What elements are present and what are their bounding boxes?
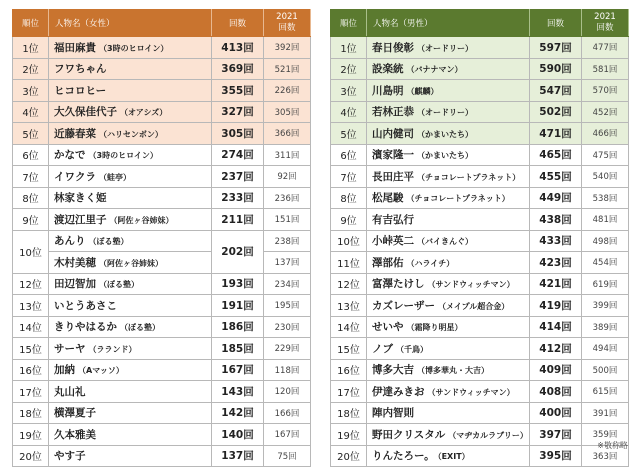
group-note: （ハリセンボン） <box>99 129 163 139</box>
table-row <box>13 144 311 166</box>
rank-cell: 19位 <box>13 424 49 446</box>
count-cell: 355回 <box>212 80 264 102</box>
group-note: （オアシズ） <box>120 108 168 118</box>
group-note: （かまいたち） <box>417 151 473 161</box>
prev-count-cell: 615回 <box>582 381 629 403</box>
name-cell <box>367 144 530 166</box>
header-2021: 2021 回数 <box>582 10 629 37</box>
count-cell: 423回 <box>530 252 582 274</box>
group-note: （EXIT） <box>437 452 470 462</box>
table-row <box>331 424 629 446</box>
name-cell <box>367 295 530 317</box>
group-note: （博多華丸・大吉） <box>417 366 489 376</box>
table-row <box>13 445 311 467</box>
prev-count-cell: 498回 <box>582 230 629 252</box>
person-name: 林家きく姫 <box>54 192 107 205</box>
name-cell <box>49 338 212 360</box>
person-name: ノブ <box>372 342 393 355</box>
person-name: 田辺智加 <box>54 278 96 291</box>
group-note: （メイプル超合金） <box>438 301 510 311</box>
prev-count-cell: 238回 <box>264 230 311 252</box>
header-name: 人物名（女性） <box>49 10 212 37</box>
prev-count-cell: 391回 <box>582 402 629 424</box>
rank-cell: 10位 <box>331 230 367 252</box>
table-row <box>331 273 629 295</box>
person-name: りんたろー。 <box>372 450 435 463</box>
prev-count-cell: 392回 <box>264 37 311 59</box>
name-cell <box>367 166 530 188</box>
rank-cell: 10位 <box>13 230 49 273</box>
prev-count-cell: 389回 <box>582 316 629 338</box>
prev-count-cell: 226回 <box>264 80 311 102</box>
group-note: （ラランド） <box>88 344 137 354</box>
count-cell: 502回 <box>530 101 582 123</box>
table-row <box>13 58 311 80</box>
rank-cell: 2位 <box>331 58 367 80</box>
rank-cell: 12位 <box>13 273 49 295</box>
count-cell: 455回 <box>530 166 582 188</box>
prev-count-cell: 195回 <box>264 295 311 317</box>
count-cell: 433回 <box>530 230 582 252</box>
name-cell <box>49 381 212 403</box>
header-name: 人物名（男性） <box>367 10 530 37</box>
person-name: 野田クリスタル <box>372 428 446 441</box>
table-row <box>331 252 629 274</box>
count-cell: 233回 <box>212 187 264 209</box>
group-note: （チョコレートプラネット） <box>417 172 521 182</box>
person-name: 春日俊彰 <box>372 41 414 54</box>
count-cell: 305回 <box>212 123 264 145</box>
person-name: イワクラ <box>54 170 96 183</box>
rank-cell: 17位 <box>13 381 49 403</box>
table-row <box>13 101 311 123</box>
rank-cell: 20位 <box>331 445 367 467</box>
count-cell: 438回 <box>530 209 582 231</box>
rank-cell: 16位 <box>331 359 367 381</box>
group-note: （バナナマン） <box>406 65 463 75</box>
group-note: （麒麟） <box>406 86 439 96</box>
prev-count-cell: 454回 <box>582 252 629 274</box>
name-cell <box>367 381 530 403</box>
count-cell: 419回 <box>530 295 582 317</box>
table-row <box>13 402 311 424</box>
group-note: （Aマッソ） <box>78 366 124 376</box>
prev-count-cell: 494回 <box>582 338 629 360</box>
count-cell: 449回 <box>530 187 582 209</box>
group-note: （サンドウィッチマン） <box>427 280 515 290</box>
rank-cell: 4位 <box>13 101 49 123</box>
person-name: 福田麻貴 <box>54 41 96 54</box>
table-row <box>331 123 629 145</box>
rank-cell: 20位 <box>13 445 49 467</box>
person-name: 有吉弘行 <box>372 213 414 226</box>
count-cell: 137回 <box>212 445 264 467</box>
rank-cell: 3位 <box>331 80 367 102</box>
prev-count-cell: 234回 <box>264 273 311 295</box>
count-cell: 597回 <box>530 37 582 59</box>
table-row <box>331 187 629 209</box>
rank-cell: 3位 <box>13 80 49 102</box>
prev-count-cell: 311回 <box>264 144 311 166</box>
person-name: 富澤たけし <box>372 278 425 291</box>
rank-cell: 14位 <box>331 316 367 338</box>
rank-cell: 9位 <box>331 209 367 231</box>
person-name: 丸山礼 <box>54 385 86 398</box>
male-ranking-table <box>330 9 629 467</box>
rank-cell: 13位 <box>13 295 49 317</box>
table-row <box>331 58 629 80</box>
name-cell <box>49 58 212 80</box>
count-cell: 412回 <box>530 338 582 360</box>
rank-cell: 7位 <box>331 166 367 188</box>
prev-count-cell: 540回 <box>582 166 629 188</box>
person-name: 大久保佳代子 <box>54 106 117 119</box>
prev-count-cell: 475回 <box>582 144 629 166</box>
prev-count-cell: 167回 <box>264 424 311 446</box>
name-cell <box>49 209 212 231</box>
person-name: 設楽統 <box>372 63 404 76</box>
rank-cell: 1位 <box>331 37 367 59</box>
rank-cell: 12位 <box>331 273 367 295</box>
group-note: （バイきんぐ） <box>417 237 473 247</box>
person-name: 濱家隆一 <box>372 149 414 162</box>
name-cell <box>367 209 530 231</box>
table-row <box>331 359 629 381</box>
count-cell: 409回 <box>530 359 582 381</box>
group-note: （蛙亭） <box>99 172 131 182</box>
table-row <box>13 359 311 381</box>
prev-count-cell: 230回 <box>264 316 311 338</box>
group-note: （千鳥） <box>396 344 428 354</box>
prev-count-cell: 229回 <box>264 338 311 360</box>
header-count: 回数 <box>530 10 582 37</box>
name-cell <box>367 123 530 145</box>
count-cell: 191回 <box>212 295 264 317</box>
person-name: 澤部佑 <box>372 256 404 269</box>
name-cell <box>367 338 530 360</box>
name-cell <box>367 80 530 102</box>
person-name: 小峠英二 <box>372 235 414 248</box>
prev-count-cell: 477回 <box>582 37 629 59</box>
table-row <box>331 445 629 467</box>
count-cell: 237回 <box>212 166 264 188</box>
group-note: （3時のヒロイン） <box>88 151 158 161</box>
name-cell <box>49 80 212 102</box>
name-cell <box>49 187 212 209</box>
name-cell <box>49 123 212 145</box>
rank-cell: 19位 <box>331 424 367 446</box>
group-note: （霜降り明星） <box>406 323 463 333</box>
count-cell: 140回 <box>212 424 264 446</box>
table-row <box>13 295 311 317</box>
table-row <box>13 123 311 145</box>
person-name: フワちゃん <box>54 63 107 76</box>
name-cell <box>49 316 212 338</box>
person-name: 山内健司 <box>372 127 414 140</box>
prev-count-cell: 75回 <box>264 445 311 467</box>
table-row <box>13 338 311 360</box>
table-row <box>13 316 311 338</box>
name-cell <box>49 37 212 59</box>
prev-count-cell: 236回 <box>264 187 311 209</box>
rank-cell: 9位 <box>13 209 49 231</box>
group-note: （阿佐ヶ谷姉妹） <box>99 258 163 268</box>
prev-count-cell: 466回 <box>582 123 629 145</box>
group-note: （サンドウィッチマン） <box>427 387 515 397</box>
count-cell: 142回 <box>212 402 264 424</box>
rank-cell: 7位 <box>13 166 49 188</box>
name-cell <box>367 273 530 295</box>
table-row <box>13 166 311 188</box>
name-cell <box>367 424 530 446</box>
person-name: カズレーザー <box>372 299 435 312</box>
prev-count-cell: 452回 <box>582 101 629 123</box>
prev-count-cell: 363回 <box>582 445 629 467</box>
count-cell: 369回 <box>212 58 264 80</box>
count-cell: 185回 <box>212 338 264 360</box>
count-cell: 590回 <box>530 58 582 80</box>
count-cell: 471回 <box>530 123 582 145</box>
rank-cell: 4位 <box>331 101 367 123</box>
name-cell <box>49 295 212 317</box>
group-note: （ぼる塾） <box>120 323 160 333</box>
person-name: せいや <box>372 321 404 334</box>
person-name: 伊達みきお <box>372 385 425 398</box>
count-cell: 211回 <box>212 209 264 231</box>
person-name: 川島明 <box>372 84 404 97</box>
prev-count-cell: 120回 <box>264 381 311 403</box>
count-cell: 327回 <box>212 101 264 123</box>
table-row <box>331 381 629 403</box>
table-row <box>331 144 629 166</box>
count-cell: 193回 <box>212 273 264 295</box>
rank-cell: 15位 <box>13 338 49 360</box>
rank-cell: 5位 <box>13 123 49 145</box>
person-name: 横澤夏子 <box>54 407 96 420</box>
group-note: （チョコレートプラネット） <box>406 194 510 204</box>
person-name: いとうあさこ <box>54 299 117 312</box>
table-row <box>331 295 629 317</box>
table-row <box>13 252 311 274</box>
rank-cell: 1位 <box>13 37 49 59</box>
person-name: 博多大吉 <box>372 364 414 377</box>
table-row <box>13 381 311 403</box>
person-name: かなで <box>54 149 86 162</box>
rank-cell: 2位 <box>13 58 49 80</box>
table-row <box>331 230 629 252</box>
prev-count-cell: 366回 <box>264 123 311 145</box>
person-name: 加納 <box>54 364 75 377</box>
name-cell <box>49 101 212 123</box>
count-cell: 274回 <box>212 144 264 166</box>
footnote: ※敬称略 <box>597 441 628 450</box>
prev-count-cell: 137回 <box>264 252 311 274</box>
prev-count-cell: 359回 <box>582 424 629 446</box>
count-cell: 400回 <box>530 402 582 424</box>
name-cell <box>367 359 530 381</box>
header-rank: 順位 <box>13 10 49 37</box>
count-cell: 395回 <box>530 445 582 467</box>
table-header-row <box>331 10 629 37</box>
count-cell: 413回 <box>212 37 264 59</box>
prev-count-cell: 305回 <box>264 101 311 123</box>
table-row <box>13 80 311 102</box>
prev-count-cell: 166回 <box>264 402 311 424</box>
rank-cell: 15位 <box>331 338 367 360</box>
name-cell <box>367 230 530 252</box>
group-note: （3時のヒロイン） <box>99 43 169 53</box>
person-name: 久本雅美 <box>54 428 96 441</box>
table-row <box>13 230 311 252</box>
name-cell <box>49 144 212 166</box>
prev-count-cell: 581回 <box>582 58 629 80</box>
person-name: 松尾駿 <box>372 192 404 205</box>
name-cell <box>367 252 530 274</box>
rank-cell: 5位 <box>331 123 367 145</box>
group-note: （ぼる塾） <box>88 237 129 247</box>
count-cell: 143回 <box>212 381 264 403</box>
female-ranking-table <box>12 9 311 467</box>
prev-count-cell: 481回 <box>582 209 629 231</box>
count-cell: 397回 <box>530 424 582 446</box>
person-name: サーヤ <box>54 342 86 355</box>
table-row <box>331 402 629 424</box>
rank-cell: 14位 <box>13 316 49 338</box>
person-name: やす子 <box>54 450 86 463</box>
rank-cell: 11位 <box>331 252 367 274</box>
person-name: 若林正恭 <box>372 106 414 119</box>
table-row <box>13 37 311 59</box>
group-note: （オードリー） <box>417 43 473 53</box>
rank-cell: 6位 <box>13 144 49 166</box>
prev-count-cell: 538回 <box>582 187 629 209</box>
name-cell <box>367 187 530 209</box>
count-cell: 421回 <box>530 273 582 295</box>
name-cell <box>49 252 212 274</box>
group-note: （ぼる塾） <box>99 280 139 290</box>
person-name: 近藤春菜 <box>54 127 96 140</box>
rank-cell: 16位 <box>13 359 49 381</box>
prev-count-cell: 570回 <box>582 80 629 102</box>
rank-cell: 8位 <box>13 187 49 209</box>
person-name: 長田庄平 <box>372 170 414 183</box>
count-cell: 167回 <box>212 359 264 381</box>
prev-count-cell: 619回 <box>582 273 629 295</box>
table-row <box>331 209 629 231</box>
count-cell: 202回 <box>212 230 264 273</box>
prev-count-cell: 521回 <box>264 58 311 80</box>
rank-cell: 18位 <box>331 402 367 424</box>
header-2021: 2021 回数 <box>264 10 311 37</box>
prev-count-cell: 500回 <box>582 359 629 381</box>
group-note: （マヂカルラブリー） <box>448 430 528 440</box>
person-name: あんり <box>54 235 86 248</box>
header-rank: 順位 <box>331 10 367 37</box>
rank-cell: 13位 <box>331 295 367 317</box>
table-row <box>331 338 629 360</box>
table-row <box>331 37 629 59</box>
prev-count-cell: 118回 <box>264 359 311 381</box>
table-row <box>13 424 311 446</box>
group-note: （阿佐ヶ谷姉妹） <box>109 215 174 225</box>
prev-count-cell: 399回 <box>582 295 629 317</box>
count-cell: 186回 <box>212 316 264 338</box>
prev-count-cell: 151回 <box>264 209 311 231</box>
name-cell <box>49 445 212 467</box>
name-cell <box>367 101 530 123</box>
person-name: ヒコロヒー <box>54 84 107 97</box>
table-row <box>331 101 629 123</box>
count-cell: 465回 <box>530 144 582 166</box>
name-cell <box>49 230 212 252</box>
name-cell <box>49 166 212 188</box>
name-cell <box>367 445 530 467</box>
name-cell <box>49 424 212 446</box>
name-cell <box>49 359 212 381</box>
table-row <box>331 166 629 188</box>
name-cell <box>49 273 212 295</box>
table-row <box>13 187 311 209</box>
name-cell <box>49 402 212 424</box>
rank-cell: 17位 <box>331 381 367 403</box>
table-header-row <box>13 10 311 37</box>
table-row <box>331 316 629 338</box>
person-name: 陣内智則 <box>372 407 414 420</box>
person-name: きりやはるか <box>54 321 117 334</box>
name-cell <box>367 316 530 338</box>
count-cell: 547回 <box>530 80 582 102</box>
rank-cell: 6位 <box>331 144 367 166</box>
rank-cell: 18位 <box>13 402 49 424</box>
person-name: 渡辺江里子 <box>54 213 107 226</box>
table-row <box>13 209 311 231</box>
group-note: （ハライチ） <box>406 258 455 268</box>
name-cell <box>367 58 530 80</box>
table-row <box>331 80 629 102</box>
table-row <box>13 273 311 295</box>
name-cell <box>367 402 530 424</box>
group-note: （オードリー） <box>417 108 473 118</box>
person-name: 木村美穂 <box>54 256 96 269</box>
count-cell: 414回 <box>530 316 582 338</box>
rank-cell: 8位 <box>331 187 367 209</box>
count-cell: 408回 <box>530 381 582 403</box>
header-count: 回数 <box>212 10 264 37</box>
group-note: （かまいたち） <box>417 129 473 139</box>
name-cell <box>367 37 530 59</box>
prev-count-cell: 92回 <box>264 166 311 188</box>
